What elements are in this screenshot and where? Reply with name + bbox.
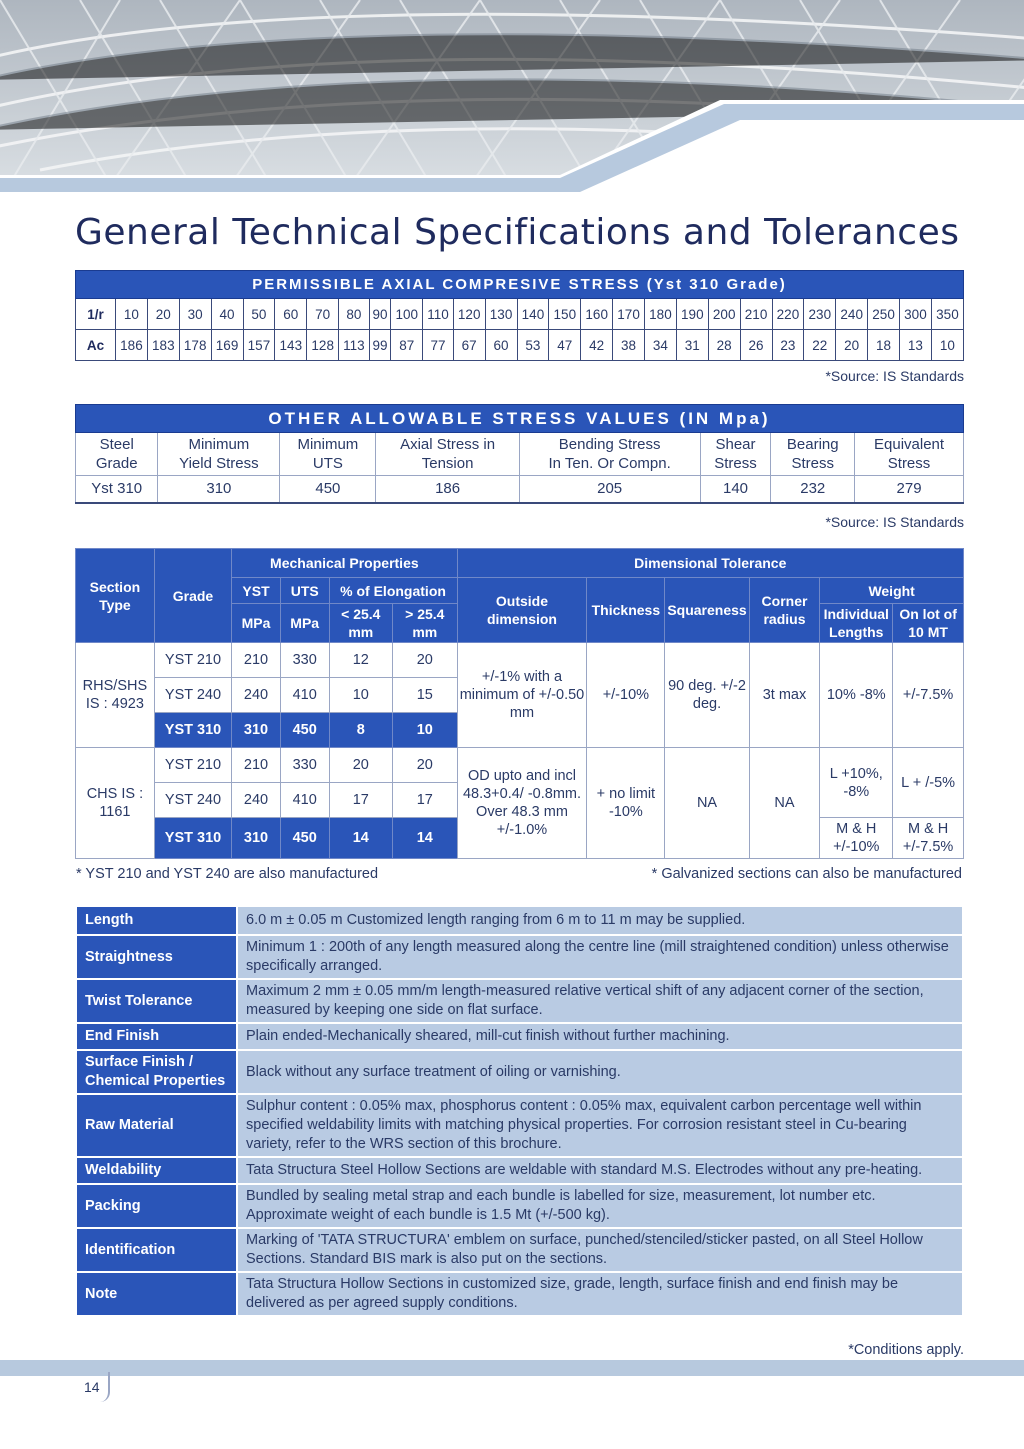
squareness-header: Squareness [665, 578, 749, 643]
yst-header: YST [232, 578, 281, 604]
mechanical-properties-header: Mechanical Properties [232, 549, 457, 578]
stress-column-header-line: Bearing [786, 436, 839, 453]
ac-value-cell: 10 [931, 330, 963, 361]
chs-weight-mh-on-lot: M & H +/-7.5% [893, 818, 964, 859]
lr-value-cell: 80 [339, 299, 370, 330]
ac-value-cell: 60 [485, 330, 517, 361]
spec-key: Identification [76, 1228, 237, 1272]
ac-value-cell: 67 [453, 330, 485, 361]
chs-weight-l-individual: L +10%, -8% [820, 748, 893, 818]
stress-column-header [855, 433, 964, 476]
axial-stress-table [75, 270, 964, 361]
lr-value-cell: 240 [836, 299, 868, 330]
axial-table-header-row [76, 271, 964, 299]
ac-value-cell: 22 [804, 330, 836, 361]
spec-key: Raw Material [76, 1094, 237, 1157]
stress-column-header-line: Axial Stress in [400, 436, 496, 453]
axial-table-header: PERMISSIBLE AXIAL COMPRESIVE STRESS (Yst 310 Grade) [76, 271, 964, 299]
chs-thickness: + no limit -10% [587, 748, 665, 859]
spec-row [76, 1050, 963, 1094]
elong-lt-cell: 10 [329, 678, 393, 713]
allowable-stress-table [75, 404, 964, 504]
lr-value-cell: 190 [676, 299, 708, 330]
yst-cell: 240 [232, 678, 281, 713]
stress-column-header-line: In Ten. Or Compn. [548, 455, 671, 472]
lr-value-cell: 300 [900, 299, 932, 330]
footnote-yst-grades: * YST 210 and YST 240 are also manufactured [76, 866, 379, 882]
lr-value-cell: 150 [549, 299, 581, 330]
chs-weight-l-on-lot: L + /-5% [893, 748, 964, 818]
rhs-weight-individual: 10% -8% [820, 643, 893, 748]
lr-value-cell: 350 [931, 299, 963, 330]
ac-value-cell: 99 [369, 330, 391, 361]
individual-lengths-header: Individual Lengths [820, 604, 893, 643]
chs-section-type: CHS IS : 1161 [76, 748, 155, 859]
ac-value-cell: 47 [549, 330, 581, 361]
stress-column-header-line: UTS [312, 455, 343, 472]
stress-column-header-line: Grade [95, 455, 138, 472]
specifications-table [75, 905, 964, 1317]
spec-row [76, 1184, 963, 1228]
rhs-section-type: RHS/SHS IS : 4923 [76, 643, 155, 748]
ac-value-cell: 169 [211, 330, 243, 361]
ac-value-cell: 20 [836, 330, 868, 361]
spec-row [76, 906, 963, 935]
row-label-ac: Ac [76, 330, 116, 361]
stress-value-cell: 186 [376, 476, 519, 503]
stress-value-cell: 205 [519, 476, 700, 503]
stress-column-header [280, 433, 376, 476]
spec-row [76, 1023, 963, 1050]
grade-cell: YST 210 [154, 748, 231, 783]
ac-value-cell: 26 [740, 330, 772, 361]
yst-mpa-header: MPa [232, 604, 281, 643]
spec-value: Minimum 1 : 200th of any length measured along the centre line (mill straightened condition) unless otherwise specifically arranged. [237, 935, 963, 979]
ac-value-cell: 31 [676, 330, 708, 361]
header-banner-image [0, 0, 1024, 200]
stress-column-header-line: Yield Stress [179, 455, 259, 472]
uts-header: UTS [280, 578, 329, 604]
spec-row [76, 935, 963, 979]
lr-value-cell: 30 [179, 299, 211, 330]
uts-cell: 330 [280, 748, 329, 783]
uts-cell: 330 [280, 643, 329, 678]
ac-value-cell: 23 [772, 330, 804, 361]
spec-value: Sulphur content : 0.05% max, phosphorus content : 0.05% max, equivalent carbon percentage well within specified weldability limits with matching physical properties. For corrosion resistant steel in Cu-bearing variety, refer to the WRS section of this brochure. [237, 1094, 963, 1157]
elong-gt-cell: 15 [393, 678, 457, 713]
corner-radius-header: Corner radius [749, 578, 820, 643]
spec-value: Marking of 'TATA STRUCTURA' emblem on surface, punched/stenciled/sticker pasted, on all Steel Hollow Sections. Standard BIS mark is also put on the sections. [237, 1228, 963, 1272]
stress-column-header-line: Stress [714, 455, 757, 472]
uts-cell: 410 [280, 678, 329, 713]
stress-value-cell: 310 [158, 476, 280, 503]
page-title: General Technical Specifications and Tolerances [75, 212, 960, 253]
stress-column-header-line: Shear [715, 436, 756, 453]
elong-lt-cell-highlight: 14 [329, 818, 393, 859]
spec-row [76, 1228, 963, 1272]
spec-row [76, 1272, 963, 1316]
elong-lt-cell: 17 [329, 783, 393, 818]
yst-cell: 240 [232, 783, 281, 818]
ac-value-cell: 18 [868, 330, 900, 361]
ac-value-cell: 178 [179, 330, 211, 361]
spec-row [76, 1157, 963, 1184]
spec-value: Tata Structura Steel Hollow Sections are weldable with standard M.S. Electrodes without any pre-heating. [237, 1157, 963, 1184]
lr-value-cell: 140 [517, 299, 549, 330]
spec-value: Maximum 2 mm ± 0.05 mm/m length-measured relative vertical shift of any adjacent corner of the section, measured by keeping one side on flat surface. [237, 979, 963, 1023]
lr-value-cell: 70 [307, 299, 339, 330]
lr-value-cell: 130 [485, 299, 517, 330]
spec-value: Black without any surface treatment of oiling or varnishing. [237, 1050, 963, 1094]
lr-value-cell: 230 [804, 299, 836, 330]
ac-value-cell: 113 [339, 330, 370, 361]
rhs-squareness: 90 deg. +/-2 deg. [665, 643, 749, 748]
chs-outside-dimension: OD upto and incl 48.3+0.4/ -0.8mm. Over 48.3 mm +/-1.0% [457, 748, 587, 859]
spec-key: Weldability [76, 1157, 237, 1184]
stress-column-header-line: Minimum [297, 436, 359, 453]
stress-value-cell: 140 [700, 476, 771, 503]
elong-gt-cell: 20 [393, 643, 457, 678]
lr-value-cell: 120 [453, 299, 485, 330]
ac-value-cell: 186 [116, 330, 148, 361]
stress-value-cell: 450 [280, 476, 376, 503]
ac-value-cell: 183 [147, 330, 179, 361]
lr-value-cell: 210 [740, 299, 772, 330]
spec-key: Straightness [76, 935, 237, 979]
grade-cell: YST 240 [154, 783, 231, 818]
elong-gt-cell-highlight: 10 [393, 713, 457, 748]
chs-corner-radius: NA [749, 748, 820, 859]
lr-value-cell: 110 [423, 299, 454, 330]
dimensional-tolerance-header: Dimensional Tolerance [457, 549, 963, 578]
ac-value-cell: 34 [645, 330, 677, 361]
spec-row [76, 1094, 963, 1157]
yst-cell-highlight: 310 [232, 818, 281, 859]
stress-column-header-line: Tension [421, 455, 474, 472]
stress-value-cell: Yst 310 [76, 476, 158, 503]
stress-column-header [376, 433, 519, 476]
lr-value-cell: 50 [243, 299, 275, 330]
grade-cell: YST 210 [154, 643, 231, 678]
spec-key: Length [76, 906, 237, 935]
stress-column-header [519, 433, 700, 476]
grade-header: Grade [154, 549, 231, 643]
stress-column-header-line: Stress [887, 455, 931, 472]
stress-value-cell: 232 [771, 476, 855, 503]
spec-key: Packing [76, 1184, 237, 1228]
lr-value-cell: 100 [391, 299, 423, 330]
on-lot-header: On lot of 10 MT [893, 604, 964, 643]
steel-structure-illustration [0, 0, 1024, 200]
stress-column-header [158, 433, 280, 476]
weight-header: Weight [820, 578, 964, 604]
stress-column-header [771, 433, 855, 476]
uts-mpa-header: MPa [280, 604, 329, 643]
rhs-weight-on-lot: +/-7.5% [893, 643, 964, 748]
section-type-header: Section Type [76, 549, 155, 643]
mech-header-row-1 [76, 549, 964, 578]
spec-key: Surface Finish / Chemical Properties [76, 1050, 237, 1094]
spec-key: Twist Tolerance [76, 979, 237, 1023]
elong-gt-cell: 20 [393, 748, 457, 783]
uts-cell-highlight: 450 [280, 713, 329, 748]
rhs-thickness: +/-10% [587, 643, 665, 748]
elongation-header: % of Elongation [329, 578, 457, 604]
ac-value-cell: 87 [391, 330, 423, 361]
spec-row [76, 979, 963, 1023]
yst-cell: 210 [232, 748, 281, 783]
axial-source-note: *Source: IS Standards [825, 368, 964, 384]
chs-squareness: NA [665, 748, 749, 859]
ac-value-cell: 128 [307, 330, 339, 361]
rhs-outside-dimension: +/-1% with a minimum of +/-0.50 mm [457, 643, 587, 748]
footer-band [0, 1360, 1024, 1376]
lr-value-cell: 170 [613, 299, 645, 330]
spec-value: Bundled by sealing metal strap and each bundle is labelled for size, measurement, lot number etc. Approximate weight of each bundle is 1.5 Mt (+/-500 kg). [237, 1184, 963, 1228]
stress-table-header: OTHER ALLOWABLE STRESS VALUES (IN Mpa) [76, 405, 964, 433]
ac-value-cell: 157 [243, 330, 275, 361]
stress-source-note: *Source: IS Standards [825, 514, 964, 530]
rhs-corner-radius: 3t max [749, 643, 820, 748]
elong-gt-cell-highlight: 14 [393, 818, 457, 859]
ac-value-cell: 77 [423, 330, 454, 361]
stress-table-header-row [76, 405, 964, 433]
stress-column-header-line: Stress [791, 455, 835, 472]
outside-dimension-header: Outside dimension [457, 578, 587, 643]
grade-cell: YST 240 [154, 678, 231, 713]
uts-cell: 410 [280, 783, 329, 818]
thickness-header: Thickness [587, 578, 665, 643]
elong-lt-cell-highlight: 8 [329, 713, 393, 748]
elong-gt-header: > 25.4 mm [393, 604, 457, 643]
lr-value-cell: 90 [369, 299, 391, 330]
yst-cell-highlight: 310 [232, 713, 281, 748]
spec-key: End Finish [76, 1023, 237, 1050]
stress-column-header-line: Minimum [188, 436, 250, 453]
page-number: 14 [78, 1372, 110, 1402]
rhs-row-1 [76, 643, 964, 678]
uts-cell-highlight: 450 [280, 818, 329, 859]
grade-cell-highlight: YST 310 [154, 713, 231, 748]
spec-value: Tata Structura Hollow Sections in customized size, grade, length, surface finish and end finish may be delivered as per agreed supply conditions. [237, 1272, 963, 1316]
spec-value: Plain ended-Mechanically sheared, mill-cut finish without further machining. [237, 1023, 963, 1050]
lr-value-cell: 200 [708, 299, 740, 330]
lr-row [76, 299, 964, 330]
lr-value-cell: 160 [581, 299, 613, 330]
lr-value-cell: 180 [645, 299, 677, 330]
lr-value-cell: 220 [772, 299, 804, 330]
stress-column-header [76, 433, 158, 476]
ac-row [76, 330, 964, 361]
stress-column-header [700, 433, 771, 476]
stress-column-headers [76, 433, 964, 476]
stress-values-row [76, 476, 964, 503]
stress-column-header-line: Equivalent [874, 436, 945, 453]
elong-lt-cell: 20 [329, 748, 393, 783]
ac-value-cell: 13 [900, 330, 932, 361]
ac-value-cell: 143 [275, 330, 307, 361]
grade-cell-highlight: YST 310 [154, 818, 231, 859]
mechanical-dimensional-table [75, 548, 964, 859]
conditions-note: *Conditions apply. [848, 1342, 964, 1358]
stress-value-cell: 279 [855, 476, 964, 503]
lr-value-cell: 10 [116, 299, 148, 330]
spec-key: Note [76, 1272, 237, 1316]
spec-value: 6.0 m ± 0.05 m Customized length ranging from 6 m to 11 m may be supplied. [237, 906, 963, 935]
chs-weight-mh-individual: M & H +/-10% [820, 818, 893, 859]
lr-value-cell: 20 [147, 299, 179, 330]
lr-value-cell: 60 [275, 299, 307, 330]
stress-column-header-line: Bending Stress [558, 436, 661, 453]
elong-lt-cell: 12 [329, 643, 393, 678]
ac-value-cell: 38 [613, 330, 645, 361]
yst-cell: 210 [232, 643, 281, 678]
chs-row-1 [76, 748, 964, 783]
elong-gt-cell: 17 [393, 783, 457, 818]
lr-value-cell: 250 [868, 299, 900, 330]
elong-lt-header: < 25.4 mm [329, 604, 393, 643]
ac-value-cell: 28 [708, 330, 740, 361]
ac-value-cell: 42 [581, 330, 613, 361]
footnote-galvanized: * Galvanized sections can also be manufactured [651, 866, 962, 882]
lr-value-cell: 40 [211, 299, 243, 330]
ac-value-cell: 53 [517, 330, 549, 361]
stress-column-header-line: Steel [99, 436, 134, 453]
row-label-lr: 1/r [76, 299, 116, 330]
